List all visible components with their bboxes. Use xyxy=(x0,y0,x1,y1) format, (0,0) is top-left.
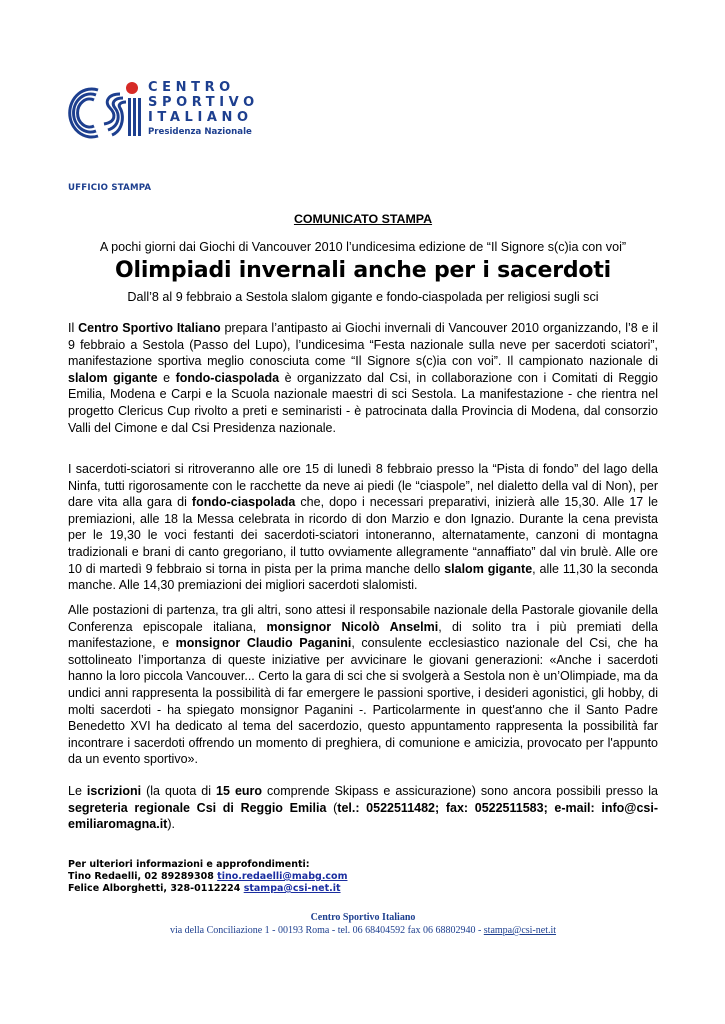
text: prepara l’antipasto ai Giochi invernali di Vancouver 2010 organizzando, l’8 e il 9 febbraio a Sestola (Passo del Lupo), l’undicesima “Festa nazionale sulla neve per sacerdoti sciatori”, manifestazione sportiva meglio conosciuta come “Il Signore s(c)ia con voi”. Il campionato nazionale di xyxy=(68,321,658,369)
bold-text: Centro Sportivo Italiano xyxy=(78,321,221,335)
contact-2 xyxy=(68,883,347,895)
contact-1-email-link[interactable]: tino.redaelli@mabg.com xyxy=(217,871,348,882)
text: e xyxy=(157,370,176,385)
contact-2-email-link[interactable]: stampa@csi-net.it xyxy=(243,883,341,894)
bold-text: 15 euro xyxy=(216,784,263,798)
intro-line: A pochi giorni dai Giochi di Vancouver 2010 l’undicesima edizione de “Il Signore s(c)ia con voi” xyxy=(99,240,627,254)
bold-text: slalom gigante xyxy=(444,561,533,576)
bold-text: segreteria regionale Csi di Reggio Emilia xyxy=(68,800,327,815)
bold-text: monsignor Nicolò Anselmi xyxy=(266,619,439,634)
text: , alle 11,30 la seconda manche. Alle 14,30 premiazioni dei migliori sacerdoti slalomisti. xyxy=(68,561,658,593)
logo-line-1: CENTRO xyxy=(148,80,235,95)
footer-address-text: via della Conciliazione 1 - 00193 Roma - tel. 06 68404592 fax 06 68802940 - xyxy=(169,925,484,936)
bold-text: slalom gigante xyxy=(68,370,158,385)
logo-line-2: SPORTIVO xyxy=(148,95,259,110)
contact-2-text: Felice Alborghetti, 328-0112224 xyxy=(68,883,244,894)
text: , di solito tra i più premiati della manifestazione, e xyxy=(68,619,658,651)
bold-text: tel.: 0522511482; fax: 0522511583; e-mail: info@csi-emiliaromagna.it xyxy=(68,800,658,832)
footer-org: Centro Sportivo Italiano xyxy=(310,912,416,923)
paragraph-3 xyxy=(68,602,658,768)
text: Il xyxy=(68,321,79,335)
contacts-block xyxy=(68,859,347,895)
page-subtitle: Dall’8 al 9 febbraio a Sestola slalom gigante e fondo-ciaspolada per religiosi sugli sci xyxy=(127,290,599,304)
contacts-heading: Per ulteriori informazioni e approfondimenti: xyxy=(68,859,310,870)
csi-logo xyxy=(68,80,258,144)
contact-1 xyxy=(68,871,347,883)
press-release-heading: COMUNICATO STAMPA xyxy=(293,212,433,226)
text: è organizzato dal Csi, in collaborazione con i Comitati di Reggio Emilia, Modena e Carpi e la Scuola nazionale maestri di sci Sestola. La manifestazione - che rientra nel progetto Clericus Cup rivolto a preti e seminaristi - è patrocinata dalla Provincia di Modena, dal consorzio Valli del Cimone e dal Csi Presidenza nazionale. xyxy=(68,370,658,435)
text: (la quota di xyxy=(141,784,217,798)
office-label: UFFICIO STAMPA xyxy=(68,183,152,193)
text: Le xyxy=(68,784,87,798)
text: I sacerdoti-sciatori si ritroveranno alle ore 15 di lunedì 8 febbraio presso la “Pista di fondo” del lago della Ninfa, tutti rigorosamente con le racchette da neve ai piedi (le “ciaspole”, nel dialetto della val di Non), per dare vita alla gara di xyxy=(68,462,658,510)
text: comprende Skipass e assicurazione) sono ancora possibili presso la xyxy=(262,784,658,798)
bold-text: iscrizioni xyxy=(86,784,142,798)
contact-1-text: Tino Redaelli, 02 89289308 xyxy=(68,871,218,882)
paragraph-2 xyxy=(68,461,658,594)
page-title: Olimpiadi invernali anche per i sacerdoti xyxy=(115,258,611,283)
paragraph-4 xyxy=(68,783,658,833)
csi-logo-mark xyxy=(68,80,146,144)
text: ( xyxy=(326,800,338,815)
bold-text: monsignor Claudio Paganini xyxy=(175,636,352,651)
text: , consulente ecclesiastico nazionale del Csi, che ha sottolineato l’importanza di queste iniziative per avvicinare le giovani generazioni: «Anche i sacerdoti hanno la loro piccola Vancouver... Certo la gara di sci che si svolgerà a Sestola non è un’Olimpiade, ma da undici anni rappresenta la possibilità di far emergere le passioni sportive, i desideri agonistici, gli hobby, di molti sacerdoti - ha spiegato monsignor Paganini -. Particolarmente in quest'anno che il Santo Padre Benedetto XVI ha dedicato al tema del sacerdozio, questo appuntamento rappresenta la possibilità far incontrare i sacerdoti offrendo un momento di preghiera, di comunione e amicizia, provocato per l'appunto da un evento sportivo». xyxy=(68,636,658,767)
footer-email-link[interactable]: stampa@csi-net.it xyxy=(483,925,557,936)
logo-line-3: ITALIANO xyxy=(148,110,253,125)
text: che, dopo i necessari preparativi, inizierà alle 15,30. Alle 17 le premiazioni, alle 18 la Messa celebrata in ricordo di don Marzio e don Ignazio. Durante la cena prevista per le 19,30 le voci festanti dei sacerdoti-sciatori intoneranno, alternatamente, canzoni di montagna tradizionali e brani di canto gregoriano, il tutto ovviamente allegramente “annaffiato” dal vin brulè. Alle ore 10 di martedì 9 febbraio si torna in pista per la prima manche dello xyxy=(68,495,659,576)
paragraph-1 xyxy=(68,320,658,436)
logo-subtitle: Presidenza Nazionale xyxy=(148,127,252,137)
bold-text: fondo-ciaspolada xyxy=(175,370,280,385)
text: ). xyxy=(167,817,175,832)
bold-text: fondo-ciaspolada xyxy=(191,495,296,510)
text: Alle postazioni di partenza, tra gli altri, sono attesi il responsabile nazionale della Pastorale giovanile della Conferenza episcopale italiana, xyxy=(68,603,658,634)
footer-address xyxy=(68,925,658,936)
